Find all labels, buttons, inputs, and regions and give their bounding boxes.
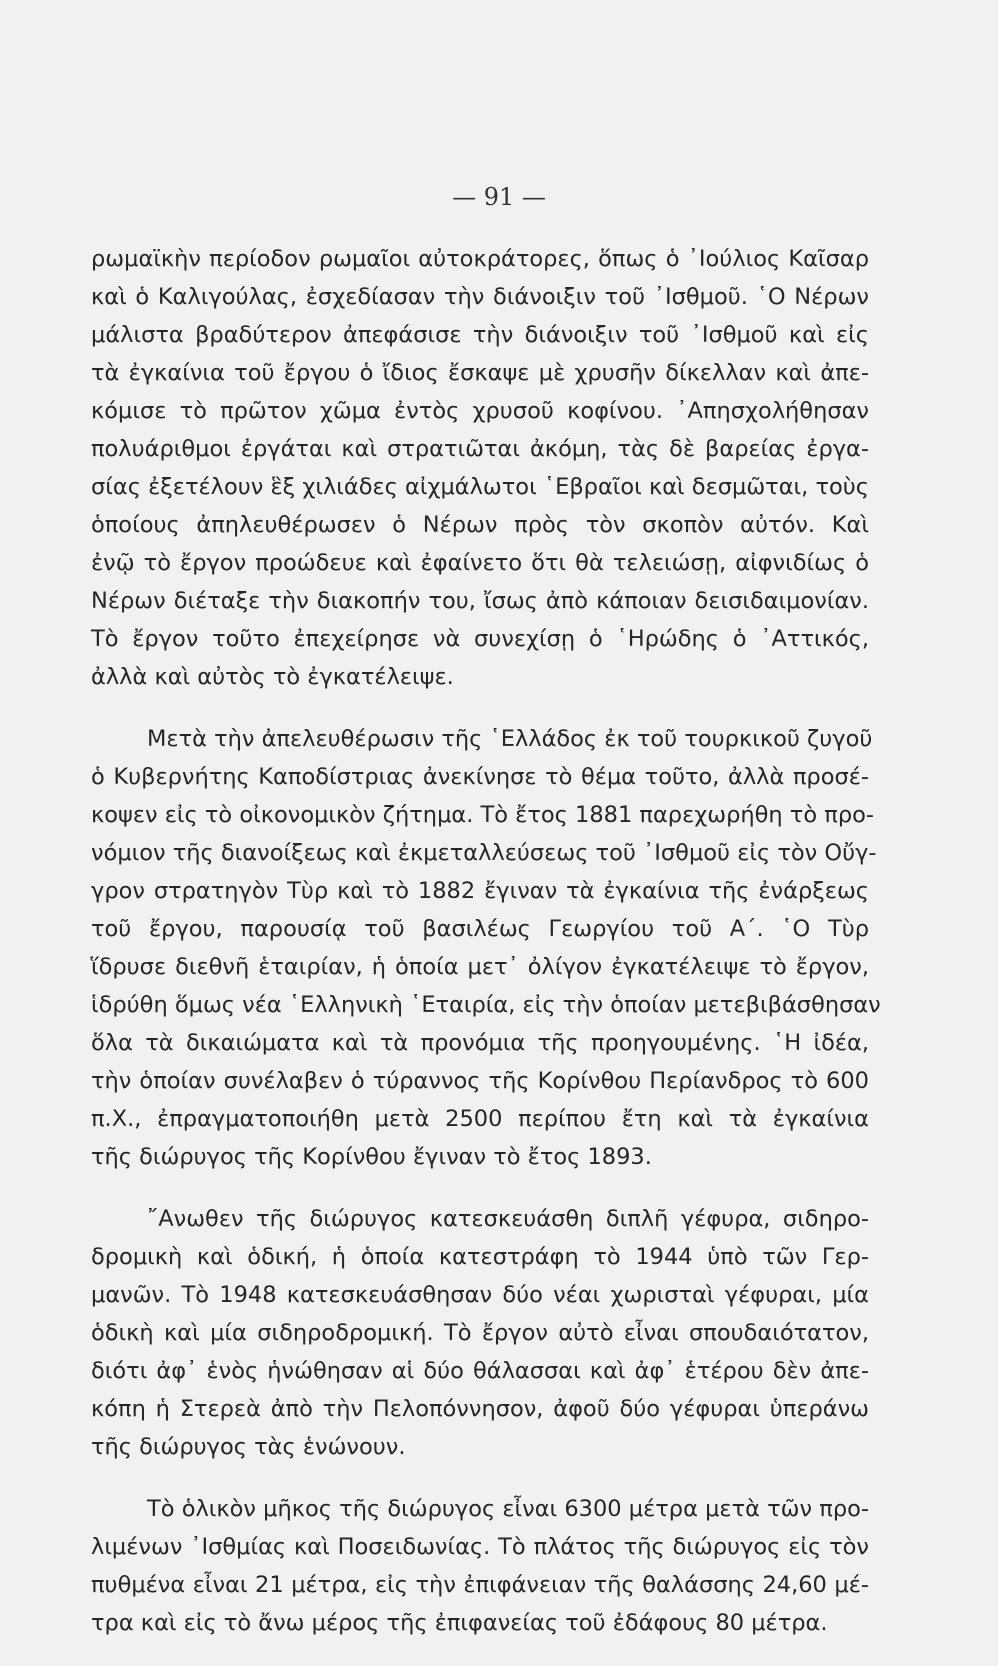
text-line: ὁποίους ἀπηλευθέρωσεν ὁ Νέρων πρὸς τὸν σκοπὸν αὐτόν. Καὶ xyxy=(91,512,869,538)
text-line: Τὸ ὁλικὸν μῆκος τῆς διώρυγος εἶναι 6300 μέτρα μετὰ τῶν προ- xyxy=(147,1496,869,1522)
text-line: τὴν ὁποίαν συνέλαβεν ὁ τύραννος τῆς Κορίνθου Περίανδρος τὸ 600 xyxy=(91,1068,869,1094)
text-line: ἀλλὰ καὶ αὐτὸς τὸ ἐγκατέλειψε. xyxy=(91,664,454,690)
text-line: λιμένων ᾿Ισθμίας καὶ Ποσειδωνίας. Τὸ πλάτος τῆς διώρυγος εἰς τὸν xyxy=(91,1534,869,1560)
text-line: πολυάριθμοι ἐργάται καὶ στρατιῶται ἀκόμη, τὰς δὲ βαρείας ἐργα- xyxy=(91,436,869,462)
text-line: τὰ ἐγκαίνια τοῦ ἔργου ὁ ἴδιος ἔσκαψε μὲ χρυσῆν δίκελλαν καὶ ἀπε- xyxy=(91,360,869,386)
text-line: ὅλα τὰ δικαιώματα καὶ τὰ προνόμια τῆς προηγουμένης. ῾Η ἰδέα, xyxy=(91,1030,869,1056)
text-line: Νέρων διέταξε τὴν διακοπήν του, ἴσως ἀπὸ κάποιαν δεισιδαιμονίαν. xyxy=(91,588,869,614)
text-line: Μετὰ τὴν ἀπελευθέρωσιν τῆς ῾Ελλάδος ἐκ τοῦ τουρκικοῦ ζυγοῦ xyxy=(147,726,873,752)
text-line: ὁδικὴ καὶ μία σιδηροδρομική. Τὸ ἔργον αὐτὸ εἶναι σπουδαιότατον, xyxy=(91,1320,869,1346)
text-line: κοψεν εἰς τὸ οἰκονομικὸν ζήτημα. Τὸ ἔτος 1881 παρεχωρήθη τὸ προ- xyxy=(91,802,874,828)
text-line: τῆς διώρυγος τὰς ἑνώνουν. xyxy=(91,1434,406,1460)
paragraph-dimensions xyxy=(91,1490,869,1642)
paragraph-ancient-attempts xyxy=(91,240,869,696)
text-line: σίας ἐξετέλουν ἓξ χιλιάδες αἰχμάλωτοι ῾Εβραῖοι καὶ δεσμῶται, τοὺς xyxy=(91,474,869,500)
text-line: ὁ Κυβερνήτης Καποδίστριας ἀνεκίνησε τὸ θέμα τοῦτο, ἀλλὰ προσέ- xyxy=(91,764,869,790)
text-line: καὶ ὁ Καλιγούλας, ἐσχεδίασαν τὴν διάνοιξιν τοῦ ᾿Ισθμοῦ. ῾Ο Νέρων xyxy=(91,284,869,310)
paragraph-modern-construction xyxy=(91,720,881,1176)
page-number: — 91 — xyxy=(452,183,546,211)
text-line: ῎Ανωθεν τῆς διώρυγος κατεσκευάσθη διπλῆ γέφυρα, σιδηρο- xyxy=(147,1206,869,1232)
text-line: διότι ἀφ᾿ ἑνὸς ἡνώθησαν αἱ δύο θάλασσαι καὶ ἀφ᾿ ἑτέρου δὲν ἀπε- xyxy=(91,1358,869,1384)
text-line: ἐνῷ τὸ ἔργον προώδευε καὶ ἐφαίνετο ὅτι θὰ τελειώσῃ, αἰφνιδίως ὁ xyxy=(91,550,869,576)
text-line: μανῶν. Τὸ 1948 κατεσκευάσθησαν δύο νέαι χωρισταὶ γέφυραι, μία xyxy=(91,1282,869,1308)
text-line: πυθμένα εἶναι 21 μέτρα, εἰς τὴν ἐπιφάνειαν τῆς θαλάσσης 24,60 μέ- xyxy=(91,1572,869,1598)
body-text xyxy=(91,240,881,1666)
text-line: κόμισε τὸ πρῶτον χῶμα ἐντὸς χρυσοῦ κοφίνου. ᾿Απησχολήθησαν xyxy=(91,398,869,424)
text-line: π.Χ., ἐπραγματοποιήθη μετὰ 2500 περίπου ἔτη καὶ τὰ ἐγκαίνια xyxy=(91,1106,869,1132)
text-line: μάλιστα βραδύτερον ἀπεφάσισε τὴν διάνοιξιν τοῦ ᾿Ισθμοῦ καὶ εἰς xyxy=(91,322,869,348)
text-line: κόπη ἡ Στερεὰ ἀπὸ τὴν Πελοπόννησον, ἀφοῦ δύο γέφυραι ὑπεράνω xyxy=(91,1396,869,1422)
text-line: τρα καὶ εἰς τὸ ἄνω μέρος τῆς ἐπιφανείας τοῦ ἐδάφους 80 μέτρα. xyxy=(91,1610,828,1636)
text-line: Τὸ ἔργον τοῦτο ἐπεχείρησε νὰ συνεχίσῃ ὁ ῾Ηρώδης ὁ ᾿Αττικός, xyxy=(91,626,869,652)
paragraph-bridges xyxy=(91,1200,869,1466)
text-line: τοῦ ἔργου, παρουσίᾳ τοῦ βασιλέως Γεωργίου τοῦ Α΄. ῾Ο Τὺρ xyxy=(91,916,869,942)
text-line: ἵδρυσε διεθνῆ ἑταιρίαν, ἡ ὁποία μετ᾿ ὀλίγον ἐγκατέλειψε τὸ ἔργον, xyxy=(91,954,869,980)
text-line: γρον στρατηγὸν Τὺρ καὶ τὸ 1882 ἔγιναν τὰ ἐγκαίνια τῆς ἐνάρξεως xyxy=(91,878,869,904)
text-line: τῆς διώρυγος τῆς Κορίνθου ἔγιναν τὸ ἔτος 1893. xyxy=(91,1144,652,1170)
text-line: νόμιον τῆς διανοίξεως καὶ ἐκμεταλλεύσεως τοῦ ᾿Ισθμοῦ εἰς τὸν Οὔγ- xyxy=(91,840,877,866)
text-line: δρομικὴ καὶ ὁδική, ἡ ὁποία κατεστράφη τὸ 1944 ὑπὸ τῶν Γερ- xyxy=(91,1244,869,1270)
text-line: ρωμαϊκὴν περίοδον ρωμαῖοι αὐτοκράτορες, ὅπως ὁ ᾿Ιούλιος Καῖσαρ xyxy=(91,246,869,272)
text-line: ἱδρύθη ὅμως νέα ῾Ελληνικὴ ῾Εταιρία, εἰς τὴν ὁποίαν μετεβιβάσθησαν xyxy=(91,992,881,1018)
